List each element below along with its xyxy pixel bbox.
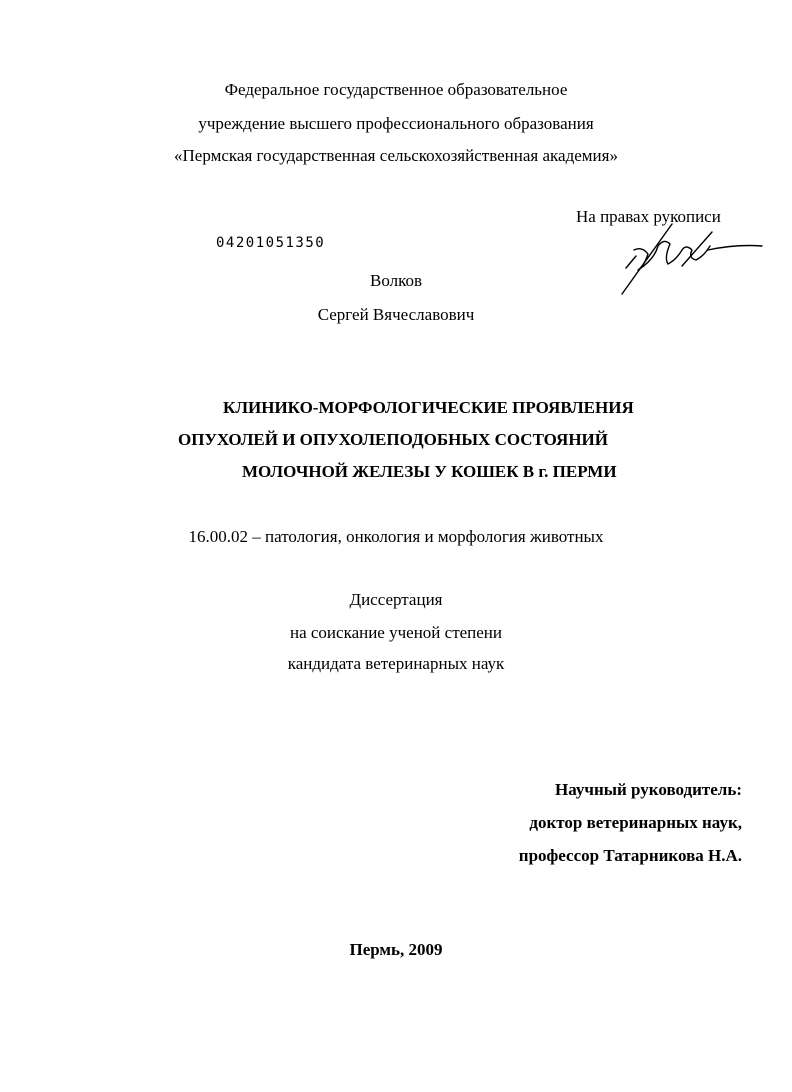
author-surname: Волков [369, 271, 423, 290]
supervisor-name: профессор Татарникова Н.А. [518, 846, 742, 865]
supervisor-degree: доктор ветеринарных наук, [529, 813, 742, 832]
specialty-code: 16.00.02 – патология, онкология и морфология животных [188, 527, 604, 546]
degree-line-3: кандидата ветеринарных наук [287, 654, 505, 673]
institution-line-2: учреждение высшего профессионального образования [198, 114, 594, 133]
place-year: Пермь, 2009 [349, 940, 443, 959]
author-given-names: Сергей Вячеславович [317, 305, 475, 324]
manuscript-rights-label: На правах рукописи [576, 207, 721, 226]
title-line-2: ОПУХОЛЕЙ И ОПУХОЛЕПОДОБНЫХ СОСТОЯНИЙ [178, 430, 609, 449]
degree-line-2: на соискание ученой степени [289, 623, 503, 642]
degree-line-1: Диссертация [349, 590, 443, 609]
registration-number: 04201051350 [216, 235, 326, 251]
title-line-3: МОЛОЧНОЙ ЖЕЛЕЗЫ У КОШЕК В г. ПЕРМИ [242, 462, 617, 481]
institution-line-1: Федеральное государственное образовательное [224, 80, 568, 99]
title-line-1: КЛИНИКО-МОРФОЛОГИЧЕСКИЕ ПРОЯВЛЕНИЯ [223, 398, 634, 417]
supervisor-heading: Научный руководитель: [555, 780, 742, 799]
institution-line-3: «Пермская государственная сельскохозяйственная академия» [174, 146, 618, 165]
